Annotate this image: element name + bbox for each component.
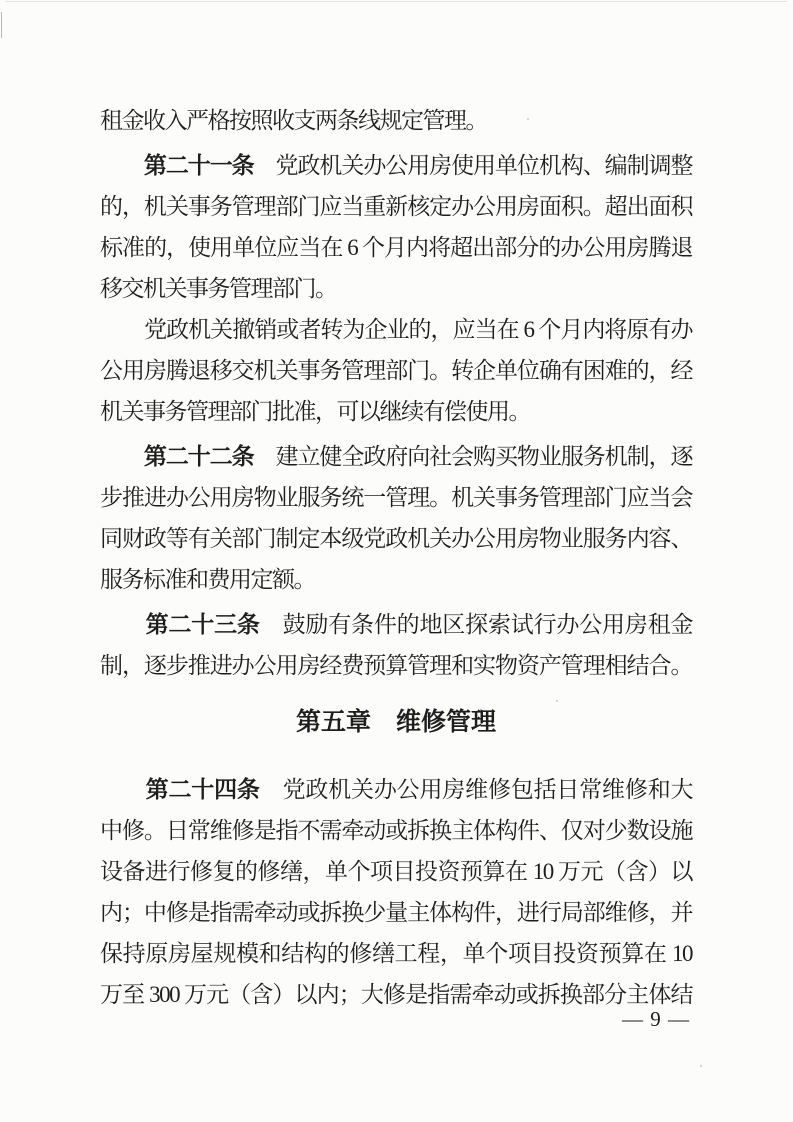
body-text: 服务标准和费用定额。 [100,567,315,592]
scan-edge-artifact [6,1,787,2]
body-line [100,477,692,518]
body-text: 建立健全政府向社会购买物业服务机制，逐 [253,444,693,469]
body-text [100,777,146,802]
document-text [100,100,692,1015]
body-text: 的，机关事务管理部门应当重新核定办公用房面积。超出面积 [100,194,692,219]
body-text: 党政机关撤销或者转为企业的，应当在 6 个月内将原有办 [100,317,692,342]
bold-text: 第二十三条 [145,611,260,637]
body-line [100,268,692,309]
body-line [100,810,692,851]
body-text: 制，逐步推进办公用房经费预算管理和实物资产管理相结合。 [100,653,692,678]
body-text [100,444,144,469]
body-text: 万至 300 万元（含）以内；大修是指需牵动或拆换部分主体结 [100,982,692,1007]
scan-speck [700,1065,702,1067]
article-line [100,604,692,645]
article-line [100,436,692,477]
body-line [100,559,692,600]
body-line [100,645,692,686]
body-text: 机关事务管理部门批准，可以继续有偿使用。 [100,399,530,424]
scan-edge-artifact [1,12,2,38]
body-text [100,153,144,178]
article-line [100,769,692,810]
body-text: 公用房腾退移交机关事务管理部门。转企单位确有困难的，经 [100,358,692,383]
bold-text: 第二十四条 [145,776,260,802]
body-line [100,186,692,227]
page-number: — 9 — [622,1007,690,1031]
body-text: 党政机关办公用房维修包括日常维修和大 [259,777,693,802]
body-text [100,612,146,637]
body-line [100,933,692,974]
body-text: 移交机关事务管理部门。 [100,276,337,301]
chapter-heading [100,700,692,745]
body-line [100,974,692,1015]
body-text: 鼓励有条件的地区探索试行办公用房租金 [259,612,693,637]
body-line [100,892,692,933]
body-text: 党政机关办公用房使用单位机构、编制调整 [253,153,693,178]
bold-text: 第二十一条 [143,152,254,178]
body-text: 步推进办公用房物业服务统一管理。机关事务管理部门应当会 [100,485,692,510]
body-line [100,227,692,268]
body-line [100,100,692,141]
body-text: 同财政等有关部门制定本级党政机关办公用房物业服务内容、 [100,526,692,551]
bold-text: 第五章 维修管理 [295,708,496,736]
body-line [100,309,692,350]
body-text: 标准的，使用单位应当在 6 个月内将超出部分的办公用房腾退 [100,235,692,260]
article-line [100,145,692,186]
body-line [100,518,692,559]
body-text: 中修。日常维修是指不需牵动或拆换主体构件、仅对少数设施 [100,818,692,843]
body-text: 设备进行修复的修缮，单个项目投资预算在 10 万元（含）以 [100,859,692,884]
body-line [100,350,692,391]
body-text: 保持原房屋规模和结构的修缮工程，单个项目投资预算在 10 [100,941,692,966]
body-line [100,391,692,432]
bold-text: 第二十二条 [143,443,254,469]
body-text: 租金收入严格按照收支两条线规定管理。 [100,108,487,133]
body-text: 内；中修是指需牵动或拆换少量主体构件，进行局部维修，并 [100,900,692,925]
body-line [100,851,692,892]
